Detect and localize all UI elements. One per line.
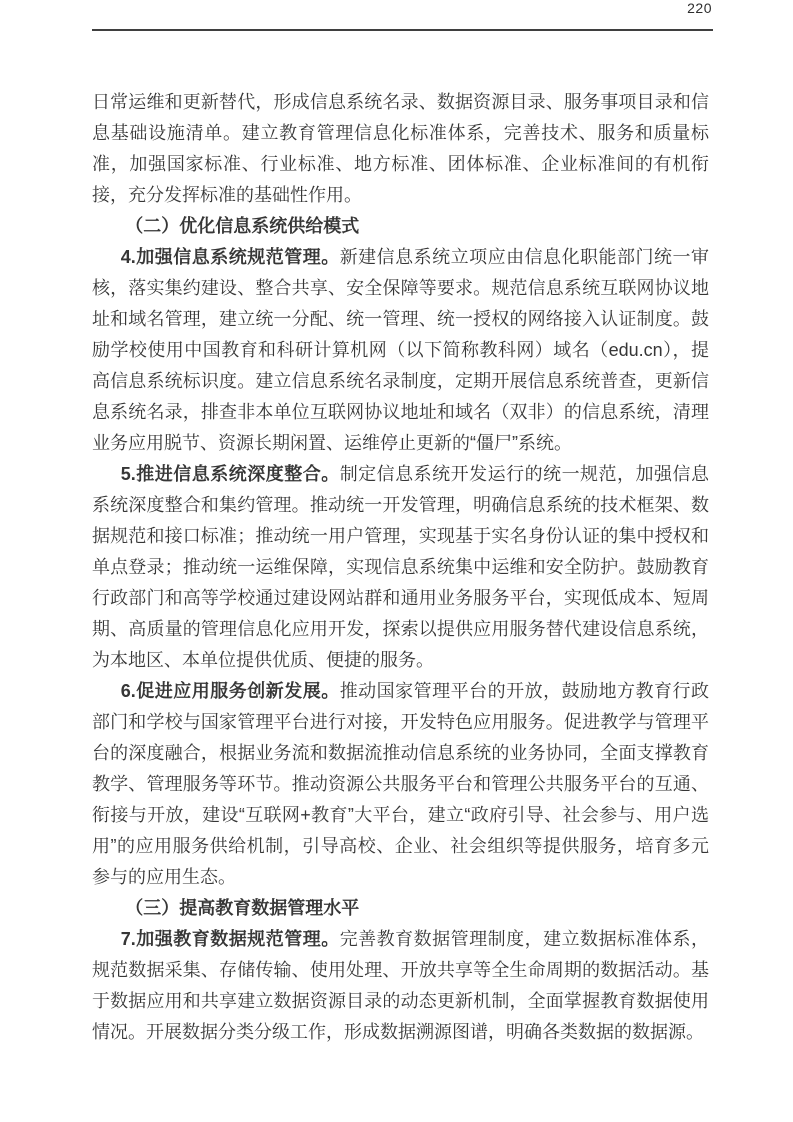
paragraph-lead: 5.推进信息系统深度整合。 xyxy=(120,464,340,484)
paragraph-lead: 6.促进应用服务创新发展。 xyxy=(120,681,340,701)
paragraph-text: 制定信息系统开发运行的统一规范，加强信息系统深度整合和集约管理。推动统一开发管理，明确信息系统的技术框架、数据规范和接口标准；推动统一用户管理，实现基于实名身份认证的集中授权和单点登录；推动统一运维保障，实现信息系统集中运维和安全防护。鼓励教育行政部门和高等学校通过建设网站群和通用业务服务平台，实现低成本、短周期、高质量的管理信息化应用开发，探索以提供应用服务替代建设信息系统，为本地区、本单位提供优质、便捷的服务。 xyxy=(92,464,709,670)
paragraph-text: 日常运维和更新替代，形成信息系统名录、数据资源目录、服务事项目录和信息基础设施清单。建立教育管理信息化标准体系，完善技术、服务和质量标准，加强国家标准、行业标准、地方标准、团体标准、企业标准间的有机衔接，充分发挥标准的基础性作用。 xyxy=(92,92,709,205)
paragraph-item-4 xyxy=(92,242,709,459)
paragraph-item-6 xyxy=(92,676,709,893)
section-heading-3 xyxy=(92,893,709,924)
section-heading-text: （三）提高教育数据管理水平 xyxy=(125,898,360,918)
header-rule xyxy=(92,29,713,31)
paragraph-lead: 4.加强信息系统规范管理。 xyxy=(120,247,340,267)
paragraph-lead: 7.加强教育数据规范管理。 xyxy=(120,929,340,949)
paragraph-continued xyxy=(92,87,709,211)
paragraph-item-7 xyxy=(92,924,709,1048)
paragraph-text: 完善教育数据管理制度，建立数据标准体系，规范数据采集、存储传输、使用处理、开放共享等全生命周期的数据活动。基于数据应用和共享建立数据资源目录的动态更新机制，全面掌握教育数据使用情况。开展数据分类分级工作，形成数据溯源图谱，明确各类数据的数据源。 xyxy=(92,929,709,1042)
document-body xyxy=(92,87,709,1048)
paragraph-text: 新建信息系统立项应由信息化职能部门统一审核，落实集约建设、整合共享、安全保障等要求。规范信息系统互联网协议地址和域名管理，建立统一分配、统一管理、统一授权的网络接入认证制度。鼓励学校使用中国教育和科研计算机网（以下简称教科网）域名（edu.cn），提高信息系统标识度。建立信息系统名录制度，定期开展信息系统普查，更新信息系统名录，排查非本单位互联网协议地址和域名（双非）的信息系统，清理业务应用脱节、资源长期闲置、运维停止更新的“僵尸”系统。 xyxy=(92,247,709,453)
section-heading-2 xyxy=(92,211,709,242)
page-number: 220 xyxy=(687,0,712,16)
paragraph-item-5 xyxy=(92,459,709,676)
section-heading-text: （二）优化信息系统供给模式 xyxy=(125,216,360,236)
paragraph-text: 推动国家管理平台的开放，鼓励地方教育行政部门和学校与国家管理平台进行对接，开发特色应用服务。促进教学与管理平台的深度融合，根据业务流和数据流推动信息系统的业务协同，全面支撑教育教学、管理服务等环节。推动资源公共服务平台和管理公共服务平台的互通、衔接与开放，建设“互联网+教育”大平台，建立“政府引导、社会参与、用户选用”的应用服务供给机制，引导高校、企业、社会组织等提供服务，培育多元参与的应用生态。 xyxy=(92,681,709,887)
